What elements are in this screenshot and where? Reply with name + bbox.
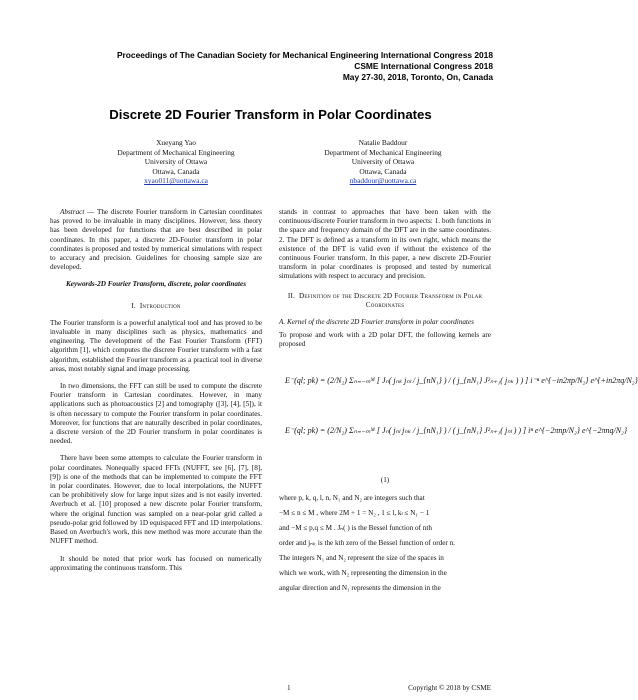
section-number: II. bbox=[287, 291, 296, 300]
text-line: −M ≤ n ≤ M , where 2M + 1 = N₂ , 1 ≤ l, kₗ ≤ N₁ − 1 bbox=[279, 508, 430, 517]
section-title: Definition of the Discrete 2D Fourier Transform in Polar Coordinates bbox=[299, 291, 483, 309]
text-line: and −M ≤ p,q ≤ M . Jₙ( ) is the Bessel function of nth bbox=[279, 523, 432, 532]
proceedings-line-1: Proceedings of The Canadian Society for Mechanical Engineering International Congress 2018 bbox=[116, 50, 493, 60]
abstract-text: — The discrete Fourier transform in Cartesian coordinates has proved to be invaluable in many disciplines. However, less theory has been developed for functions that are best described in polar coordinates. In this paper, a discrete 2D-Fourier transform in polar coordinates is proposed and tested by numerical simulations with respect to accuracy and precision. Guidelines for choosing sample size are developed. bbox=[50, 208, 262, 272]
equation-number: (1) bbox=[380, 475, 390, 484]
text-line: where p, k, q, l, n, N₁ and N₂ are integers such that bbox=[279, 493, 425, 502]
paragraph: The Fourier transform is a powerful analytical tool and has proved to be invaluable in many disciplines such as physics, mathematics and engineering. The development of the Fast Fourier Transform (FFT) algorithm [1], which computes the discrete Fourier transform with a fast algorithm, established the Fourier transform as a practical tool in diverse areas, most notably signal and image processing. bbox=[50, 318, 262, 373]
text-line: order and jₙₖ is the kth zero of the Bessel function of order n. bbox=[279, 538, 455, 547]
proceedings-line-3: May 27-30, 2018, Toronto, On, Canada bbox=[342, 72, 493, 82]
text-line: which we work, with N₂ representing the dimension in the bbox=[279, 568, 447, 577]
section-title: Introduction bbox=[139, 301, 181, 310]
right-column bbox=[279, 208, 638, 596]
proceedings-line-2: CSME International Congress 2018 bbox=[354, 61, 493, 71]
equation-block bbox=[279, 358, 638, 470]
text-line: The integers N₁ and N₂ represent the size of the spaces in bbox=[279, 553, 444, 562]
paragraph: To propose and work with a 2D polar DFT, the following kernels are proposed bbox=[279, 331, 491, 349]
equation-kernel-forward: E⁻(ql; pk) = (2/N₂) Σₙ₌₋ₘᴹ [ Jₙ( jₙₖ jₙₗ / j_{nN₁} ) / ( j_{nN₁} J²ₙ₊₁( jₙₖ ) ) ] i⁻ⁿ e^{−in2πp/N₂} e^{+in2πq/N₂} bbox=[285, 375, 638, 385]
abstract-label: Abstract bbox=[60, 208, 85, 216]
author-email-link[interactable]: nbaddour@uottawa.ca bbox=[349, 176, 417, 186]
paragraph: There have been some attempts to calculate the Fourier transform in polar coordinates. Nonequally spaced FFTs (NUFFT, see [6], [7], [8], [9]) is one of the methods that can be implemented to compute the FFT in polar coordinates. However, due to local interpolations, the NUFFT can be prohibitively slow for large input sizes and is not easily inverted. Averbuch et al. [10] proposed a new discrete polar Fourier transform, where the original function was sampled on a near-polar grid called a pseudo-polar grid followed by 1D equispaced FFT and 1D interpolations. Based on Averbuch's work, this new method was more accurate than the NUFFT method. bbox=[50, 454, 262, 546]
author-name: Xueyang Yao bbox=[156, 138, 196, 147]
copyright-notice: Copyright © 2018 by CSME bbox=[408, 684, 491, 692]
abstract bbox=[50, 208, 262, 272]
proceedings-header bbox=[117, 50, 493, 83]
left-column bbox=[50, 208, 262, 581]
page-number: 1 bbox=[287, 684, 291, 692]
author-block-2 bbox=[283, 138, 483, 186]
author-name: Natalie Baddour bbox=[358, 138, 408, 147]
paper-title: Discrete 2D Fourier Transform in Polar Coordinates bbox=[109, 107, 432, 122]
author-department: Department of Mechanical Engineering bbox=[324, 147, 442, 157]
section-number: I. bbox=[131, 301, 136, 310]
paragraph: In two dimensions, the FFT can still be used to compute the discrete Fourier transform in Cartesian coordinates. However, in many applications such as photoacoustics [2] and tomography ([3], [4], [5]), it is often necessary to compute the Fourier transform in polar coordinates. Moreover, for functions that are naturally described in polar coordinates, a discrete version of the 2D Fourier transform in polar coordinates is needed. bbox=[50, 382, 262, 446]
subsection-heading: A. Kernel of the discrete 2D Fourier transform in polar coordinates bbox=[279, 318, 474, 327]
author-university: University of Ottawa bbox=[144, 157, 208, 167]
section-heading-definition bbox=[279, 292, 491, 310]
keywords: Keywords-2D Fourier Transform, discrete, polar coordinates bbox=[65, 280, 247, 289]
where-text bbox=[279, 491, 491, 596]
section-heading-introduction bbox=[50, 302, 262, 311]
text-line: angular direction and N₁ represents the dimension in the bbox=[279, 583, 441, 592]
paragraph: It should be noted that prior work has focused on numerically approximating the continuous transform. This bbox=[50, 554, 262, 572]
author-university: University of Ottawa bbox=[351, 157, 415, 167]
author-department: Department of Mechanical Engineering bbox=[117, 147, 235, 157]
author-block-1 bbox=[76, 138, 276, 186]
paragraph: stands in contrast to approaches that have been taken with the continuous/discrete Fourier transform in two aspects: 1. both functions in the space and frequency domain of the DFT are in the same coordinates. 2. The DFT is defined as a transform in its own right, which means the existence of the DFT is valid even if without the existence of the continuous Fourier transform. In this paper, a new discrete 2D-Fourier transform in polar coordinates is proposed and tested by numerical simulations with respect to accuracy and precision. bbox=[279, 208, 491, 281]
author-city: Ottawa, Canada bbox=[359, 166, 407, 176]
equation-kernel-inverse: E⁻(ql; pk) = (2/N₂) Σₙ₌₋ₘᴹ [ Jₙ( jₙₗ jₙₖ / j_{nN₁} ) / ( j_{nN₁} J²ₙ₊₁( jₙₗ ) ) ] iⁿ e^{−2πnp/N₂} e^{−2πnq/N₂} bbox=[285, 425, 628, 435]
author-email-link[interactable]: xyao011@uottawa.ca bbox=[144, 176, 208, 186]
author-city: Ottawa, Canada bbox=[152, 166, 200, 176]
